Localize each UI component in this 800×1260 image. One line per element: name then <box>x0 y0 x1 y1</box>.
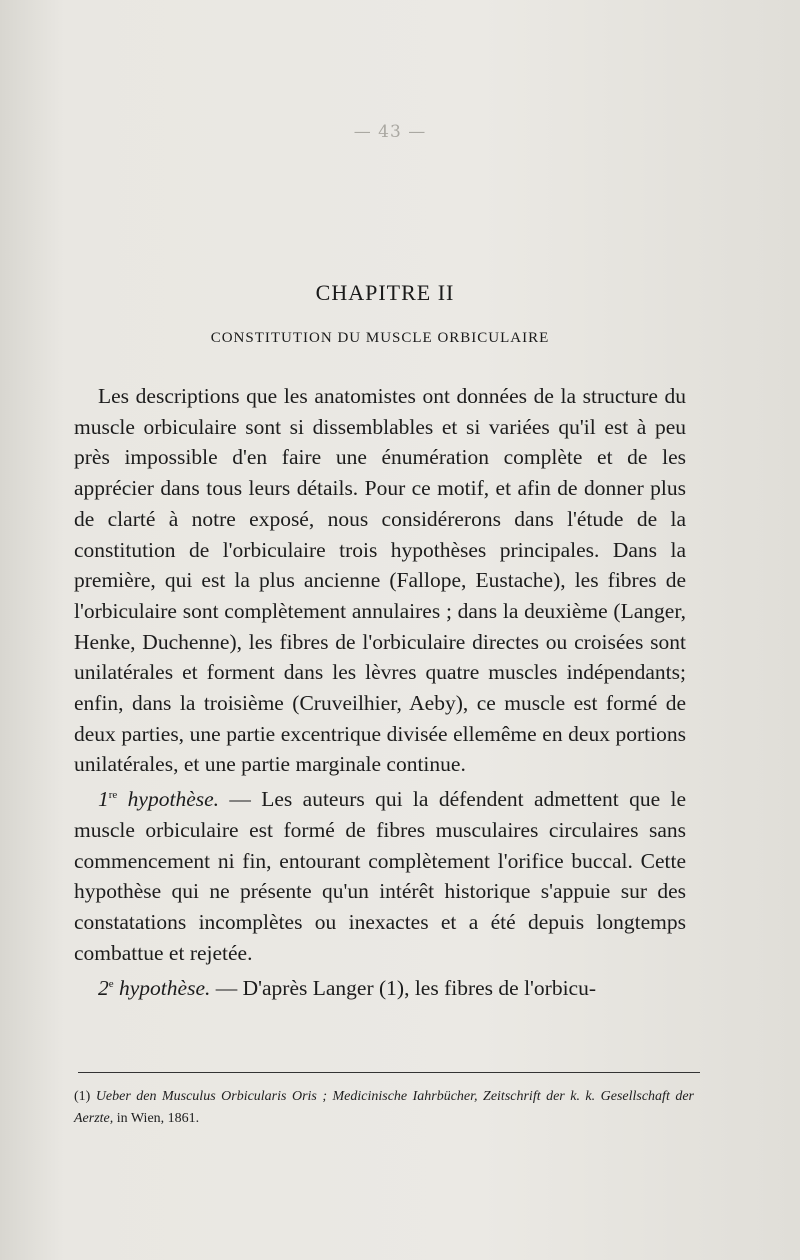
paragraph-hypothesis-2 <box>74 969 686 1004</box>
hypothesis-2-label <box>98 976 210 1000</box>
section-title: CONSTITUTION DU MUSCLE ORBICULAIRE <box>210 330 550 346</box>
hypothesis-2-text: — D'après Langer (1), les fibres de l'orbicu- <box>210 975 597 1000</box>
paragraph-hypothesis-1 <box>74 780 686 968</box>
hypothesis-1-label <box>98 787 219 811</box>
page-number: — 43 — <box>353 122 427 142</box>
hypothesis-2-ordinal: e <box>108 977 114 990</box>
paragraph-intro: Les descriptions que les anatomistes ont données de la structure du muscle orbiculaire sont si dissemblables et si variées qu'il est à peu près impossible d'en faire une énumération complète et de les apprécier dans tous leurs détails. Pour ce motif, et afin de donner plus de clarté à notre exposé, nous considérerons dans l'étude de la constitution de l'orbiculaire trois hypothèses principales. Dans la première, qui est la plus ancienne (Fallope, Eustache), les fibres de l'orbiculaire sont complètement annulaires ; dans la deuxième (Langer, Henke, Duchenne), les fibres de l'orbiculaire directes ou croisées sont unilatérales et forment dans les lèvres quatre muscles indépendants; enfin, dans la troisième (Cruveilhier, Aeby), ce muscle est formé de deux parties, une partie excentrique divisée ellemême en deux portions unilatérales, et une partie marginale continue. <box>74 384 686 777</box>
footnote-citation: Ueber den Musculus Orbicularis Oris ; Medicinische Iahrbücher, Zeitschrift der k. k. Gesellschaft der Aerzte, <box>74 1089 694 1126</box>
hypothesis-1-ordinal: re <box>108 789 118 802</box>
chapter-title: CHAPITRE II <box>315 280 455 305</box>
hypothesis-1-text: — Les auteurs qui la défendent admettent que le muscle orbiculaire est formé de fibres musculaires circulaires sans commencement ni fin, entourant complètement l'orifice buccal. Cette hypothèse qui ne présente qu'un intérêt historique s'appuie sur des constatations incomplètes ou inexactes et a été depuis longtemps combattue et rejetée. <box>74 787 687 965</box>
hypothesis-1-number: 1 <box>98 787 109 812</box>
hypothesis-2-word: hypothèse. <box>119 975 211 1000</box>
hypothesis-1-word: hypothèse. <box>127 787 220 812</box>
hypothesis-2-number: 2 <box>98 975 109 1000</box>
body-text <box>74 381 686 1003</box>
footnote-marker: (1) <box>74 1089 96 1104</box>
footnote-location: in Wien, 1861. <box>113 1111 200 1126</box>
footnote-divider <box>78 1072 700 1073</box>
footnote <box>74 1086 694 1130</box>
